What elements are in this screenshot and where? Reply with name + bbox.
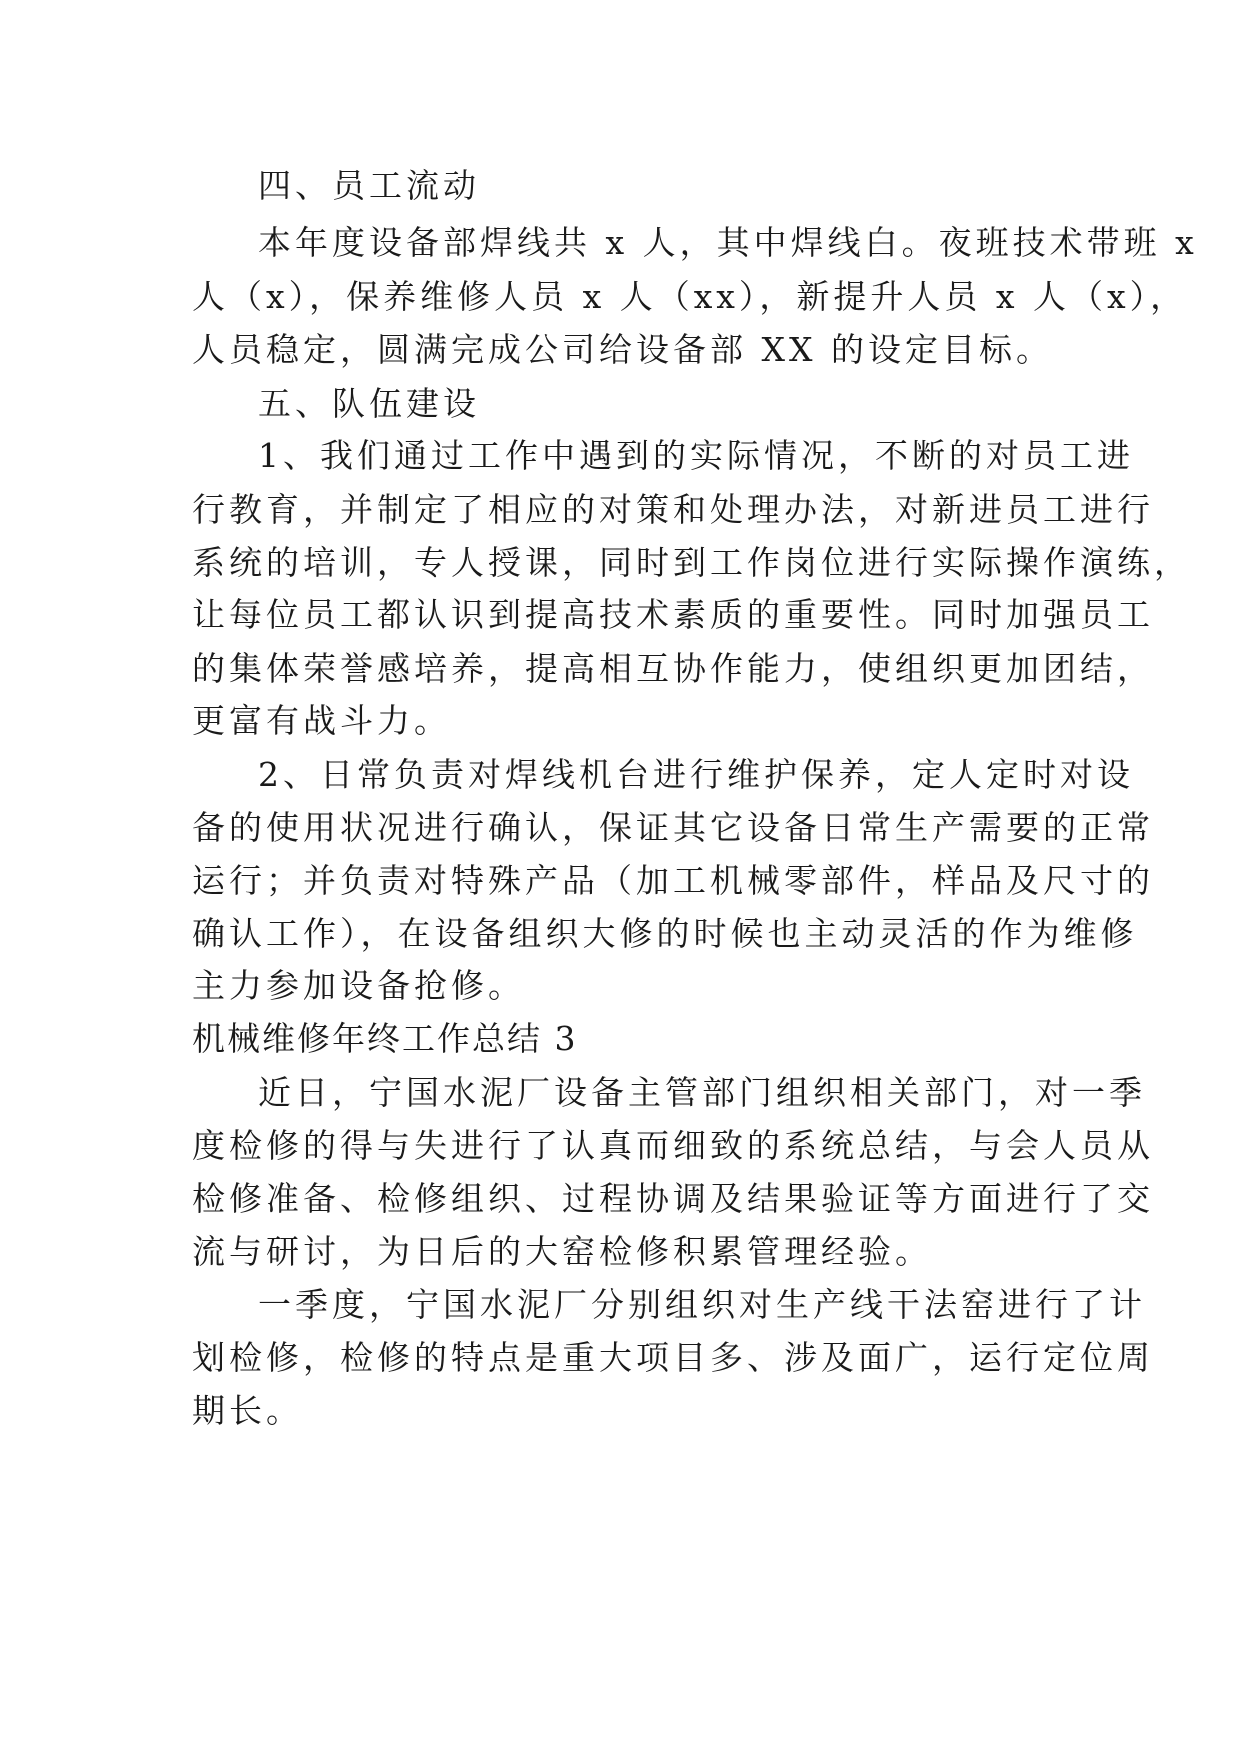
paragraph-line: 检修准备、检修组织、过程协调及结果验证等方面进行了交 (192, 1179, 1154, 1218)
paragraph-line: 备的使用状况进行确认，保证其它设备日常生产需要的正常 (192, 808, 1154, 847)
paragraph-line: 近日，宁国水泥厂设备主管部门组织相关部门，对一季 (258, 1073, 1146, 1112)
paragraph-line: 系统的培训，专人授课，同时到工作岗位进行实际操作演练， (192, 543, 1191, 582)
paragraph-line: 划检修，检修的特点是重大项目多、涉及面广，运行定位周 (192, 1338, 1154, 1377)
paragraph-line: 行教育，并制定了相应的对策和处理办法，对新进员工进行 (192, 490, 1154, 529)
paragraph-line: 确认工作），在设备组织大修的时候也主动灵活的作为维修 (192, 914, 1138, 953)
paragraph-line: 的集体荣誉感培养，提高相互协作能力，使组织更加团结， (192, 649, 1154, 688)
paragraph-line: 人（x），保养维修人员 x 人（xx），新提升人员 x 人（x）， (192, 277, 1188, 316)
paragraph-line: 让每位员工都认识到提高技术素质的重要性。同时加强员工 (192, 595, 1154, 634)
paragraph-line: 一季度，宁国水泥厂分别组织对生产线干法窑进行了计 (258, 1285, 1146, 1324)
paragraph-line: 人员稳定，圆满完成公司给设备部 XX 的设定目标。 (192, 330, 1053, 369)
section-title: 机械维修年终工作总结 3 (192, 1019, 578, 1058)
paragraph-line: 2、日常负责对焊线机台进行维护保养，定人定时对设 (258, 755, 1134, 794)
paragraph-line: 流与研讨，为日后的大窑检修积累管理经验。 (192, 1232, 932, 1271)
paragraph-line: 期长。 (192, 1391, 303, 1430)
paragraph-line: 本年度设备部焊线共 x 人，其中焊线白。夜班技术带班 x (258, 223, 1198, 262)
paragraph-line: 主力参加设备抢修。 (192, 966, 525, 1005)
paragraph-line: 运行；并负责对特殊产品（加工机械零部件，样品及尺寸的 (192, 861, 1154, 900)
heading-team-building: 五、队伍建设 (258, 384, 480, 423)
paragraph-line: 1、我们通过工作中遇到的实际情况，不断的对员工进 (258, 436, 1134, 475)
paragraph-line: 度检修的得与失进行了认真而细致的系统总结，与会人员从 (192, 1126, 1154, 1165)
heading-employee-turnover: 四、员工流动 (258, 166, 480, 205)
paragraph-line: 更富有战斗力。 (192, 701, 451, 740)
